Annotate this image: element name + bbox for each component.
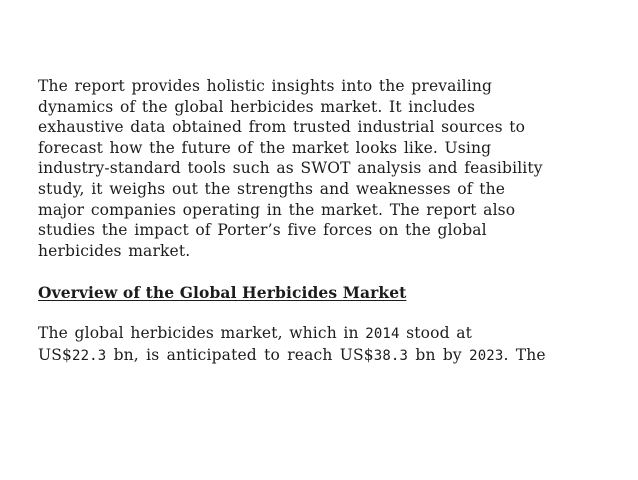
paragraph-line: studies the impact of Porter’s five forces on the global	[38, 221, 487, 240]
paragraph-line	[38, 345, 608, 367]
intro-paragraph	[38, 76, 608, 261]
text-run: bn, is anticipated to reach US$	[106, 345, 374, 364]
year-start: 2014	[365, 326, 400, 343]
paragraph-line: The report provides holistic insights into the prevailing	[38, 77, 493, 95]
section-heading: Overview of the Global Herbicides Market	[38, 283, 407, 303]
paragraph-line	[38, 323, 608, 345]
market-value-2014: 22.3	[72, 347, 107, 364]
text-run: stood at	[399, 324, 473, 343]
paragraph-line: major companies operating in the market. The report also	[38, 200, 516, 219]
text-run: . The	[503, 345, 546, 364]
market-value-2023: 38.3	[373, 347, 409, 364]
paragraph-line: industry-standard tools such as SWOT analysis and feasibility	[38, 159, 543, 178]
text-run: bn by	[408, 345, 470, 364]
paragraph-line: forecast how the future of the market looks like. Using	[38, 138, 492, 157]
paragraph-line: exhaustive data obtained from trusted industrial sources to	[38, 118, 526, 137]
overview-paragraph	[38, 323, 608, 366]
paragraph-line: herbicides market.	[38, 241, 191, 260]
year-end: 2023	[469, 347, 504, 364]
text-run: The global herbicides market, which in	[38, 324, 366, 343]
text-run: US$	[38, 345, 72, 364]
paragraph-line: dynamics of the global herbicides market. It includes	[38, 97, 476, 116]
document-page	[38, 76, 608, 367]
paragraph-line: study, it weighs out the strengths and weaknesses of the	[38, 179, 506, 198]
